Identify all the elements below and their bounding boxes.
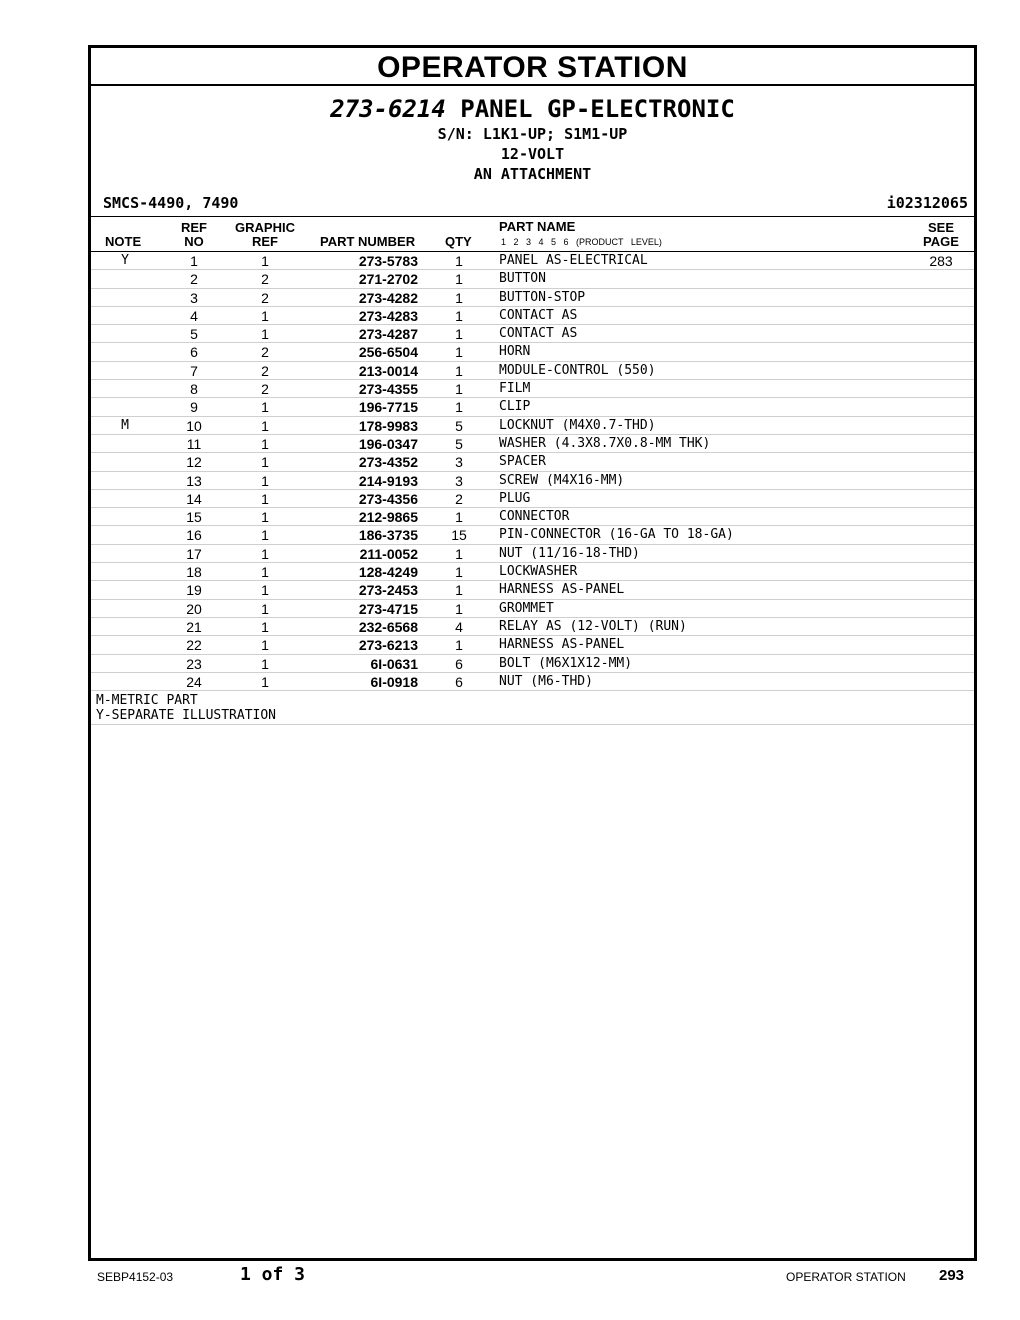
ref-number-cell: 13 xyxy=(186,472,202,489)
quantity-cell: 1 xyxy=(455,564,463,581)
page-footer xyxy=(0,1262,1020,1292)
ref-number-cell: 8 xyxy=(190,381,198,398)
col-part-number: PART NUMBER xyxy=(320,234,416,249)
part-name-cell: NUT (M6-THD) xyxy=(499,673,593,689)
part-number-cell: 196-0347 xyxy=(358,435,418,452)
quantity-cell: 3 xyxy=(455,472,463,489)
page-of: 1 of 3 xyxy=(240,1264,306,1285)
part-number-cell: 211-0052 xyxy=(359,545,418,562)
table-row xyxy=(91,545,974,563)
table-row xyxy=(91,581,974,599)
ref-number-cell: 22 xyxy=(186,637,202,654)
part-name-cell: BUTTON-STOP xyxy=(499,289,586,305)
see-page-cell: 283 xyxy=(929,253,953,269)
note-cell: M xyxy=(121,417,129,433)
section-name: OPERATOR STATION xyxy=(786,1270,906,1284)
part-number-cell: 273-6213 xyxy=(358,637,418,654)
quantity-cell: 1 xyxy=(455,399,463,416)
part-number-cell: 273-2453 xyxy=(358,582,418,599)
graphic-ref-cell: 1 xyxy=(261,637,269,654)
graphic-ref-cell: 2 xyxy=(261,271,269,288)
part-name-cell: PLUG xyxy=(499,490,531,506)
col-see-top: SEE xyxy=(927,220,954,235)
assembly-title xyxy=(91,94,974,124)
quantity-cell: 1 xyxy=(455,362,463,379)
smcs-code: SMCS-4490, 7490 xyxy=(103,194,239,212)
table-row xyxy=(91,325,974,343)
assembly-name: PANEL GP-ELECTRONIC xyxy=(460,95,735,123)
ref-number-cell: 20 xyxy=(186,600,202,617)
part-name-cell: SPACER xyxy=(499,454,546,470)
ref-number-cell: 21 xyxy=(186,618,202,635)
table-row xyxy=(91,673,974,691)
quantity-cell: 1 xyxy=(455,326,463,343)
assembly-part-number: 273-6214 xyxy=(330,95,446,123)
graphic-ref-cell: 1 xyxy=(261,618,269,635)
quantity-cell: 4 xyxy=(455,618,463,635)
ref-number-cell: 7 xyxy=(190,362,198,379)
ref-number-cell: 2 xyxy=(190,271,198,288)
parts-list-frame xyxy=(88,45,977,1261)
part-number-cell: 271-2702 xyxy=(358,271,418,288)
part-name-cell: GROMMET xyxy=(499,600,554,616)
table-row xyxy=(91,270,974,288)
serial-numbers: S/N: L1K1-UP; S1M1-UP xyxy=(437,125,628,143)
graphic-ref-cell: 1 xyxy=(261,326,269,343)
parts-table xyxy=(91,252,974,691)
col-part-name: PART NAME xyxy=(499,219,576,234)
col-product-levels: 1 2 3 4 5 6 (PRODUCT LEVEL) xyxy=(501,237,662,247)
graphic-ref-cell: 1 xyxy=(261,527,269,544)
ref-number-cell: 6 xyxy=(190,344,198,361)
part-name-cell: FILM xyxy=(499,381,531,397)
col-ref-top: REF xyxy=(181,220,207,235)
quantity-cell: 15 xyxy=(451,527,467,544)
part-number-cell: 273-4356 xyxy=(358,490,418,507)
ref-number-cell: 23 xyxy=(186,655,202,672)
col-see-bottom: PAGE xyxy=(923,234,959,249)
ref-number-cell: 15 xyxy=(186,509,202,526)
table-row xyxy=(91,600,974,618)
graphic-ref-cell: 1 xyxy=(261,253,269,269)
part-name-cell: CONTACT AS xyxy=(499,326,578,342)
graphic-ref-cell: 1 xyxy=(261,417,269,434)
graphic-ref-cell: 2 xyxy=(261,289,269,306)
part-name-cell: PANEL AS-ELECTRICAL xyxy=(499,253,648,268)
ref-number-cell: 12 xyxy=(186,454,202,471)
col-graphic-bottom: REF xyxy=(252,234,278,249)
part-number-cell: 273-4282 xyxy=(358,289,418,306)
ref-number-cell: 14 xyxy=(186,490,202,507)
table-row xyxy=(91,380,974,398)
part-name-cell: LOCKWASHER xyxy=(499,564,578,580)
part-number-cell: 273-4355 xyxy=(358,381,418,398)
table-row xyxy=(91,435,974,453)
table-row xyxy=(91,417,974,435)
assembly-type: AN ATTACHMENT xyxy=(473,165,592,183)
page-number: 293 xyxy=(939,1267,965,1284)
part-number-cell: 273-5783 xyxy=(358,253,418,269)
illustration-id: i02312065 xyxy=(886,194,968,212)
quantity-cell: 6 xyxy=(455,673,463,690)
graphic-ref-cell: 1 xyxy=(261,600,269,617)
graphic-ref-cell: 1 xyxy=(261,673,269,690)
part-name-cell: MODULE-CONTROL (550) xyxy=(499,362,656,378)
graphic-ref-cell: 1 xyxy=(261,564,269,581)
quantity-cell: 1 xyxy=(455,600,463,617)
ref-number-cell: 17 xyxy=(186,545,202,562)
part-name-cell: BOLT (M6X1X12-MM) xyxy=(499,655,633,671)
page-title: OPERATOR STATION xyxy=(91,48,974,86)
table-row xyxy=(91,289,974,307)
quantity-cell: 1 xyxy=(455,344,463,361)
part-name-cell: CLIP xyxy=(499,399,531,415)
quantity-cell: 1 xyxy=(455,582,463,599)
ref-number-cell: 19 xyxy=(186,582,202,599)
part-number-cell: 232-6568 xyxy=(358,618,418,635)
quantity-cell: 2 xyxy=(455,490,463,507)
voltage: 12-VOLT xyxy=(500,145,565,163)
part-name-cell: NUT (11/16-18-THD) xyxy=(499,545,640,561)
document-number: SEBP4152-03 xyxy=(97,1270,174,1284)
table-row xyxy=(91,655,974,673)
quantity-cell: 1 xyxy=(455,253,463,269)
part-number-cell: 273-4283 xyxy=(358,307,418,324)
col-ref-bottom: NO xyxy=(184,234,204,249)
quantity-cell: 6 xyxy=(455,655,463,672)
ref-number-cell: 3 xyxy=(190,289,198,306)
graphic-ref-cell: 1 xyxy=(261,399,269,416)
part-number-cell: 178-9983 xyxy=(358,417,418,434)
table-row xyxy=(91,618,974,636)
part-name-cell: HARNESS AS-PANEL xyxy=(499,582,625,598)
ref-number-cell: 5 xyxy=(190,326,198,343)
part-name-cell: RELAY AS (12-VOLT) (RUN) xyxy=(499,618,687,634)
col-note: NOTE xyxy=(105,234,142,249)
note-separate-illustration: Y-SEPARATE ILLUSTRATION xyxy=(96,708,277,724)
graphic-ref-cell: 1 xyxy=(261,509,269,526)
part-number-cell: 196-7715 xyxy=(358,399,418,416)
graphic-ref-cell: 1 xyxy=(261,454,269,471)
graphic-ref-cell: 1 xyxy=(261,545,269,562)
part-number-cell: 6I-0918 xyxy=(370,673,418,690)
quantity-cell: 1 xyxy=(455,545,463,562)
quantity-cell: 1 xyxy=(455,289,463,306)
graphic-ref-cell: 2 xyxy=(261,344,269,361)
table-row xyxy=(91,563,974,581)
ref-number-cell: 4 xyxy=(190,307,198,324)
part-name-cell: BUTTON xyxy=(499,271,546,287)
part-number-cell: 273-4715 xyxy=(358,600,418,617)
graphic-ref-cell: 2 xyxy=(261,381,269,398)
table-row xyxy=(91,472,974,490)
part-number-cell: 256-6504 xyxy=(358,344,418,361)
graphic-ref-cell: 1 xyxy=(261,435,269,452)
table-row xyxy=(91,343,974,361)
table-row xyxy=(91,453,974,471)
table-row xyxy=(91,636,974,654)
quantity-cell: 1 xyxy=(455,307,463,324)
ref-number-cell: 10 xyxy=(186,417,202,434)
ref-number-cell: 16 xyxy=(186,527,202,544)
assembly-header xyxy=(91,94,974,184)
graphic-ref-cell: 2 xyxy=(261,362,269,379)
ref-number-cell: 1 xyxy=(190,253,198,269)
part-name-cell: HORN xyxy=(499,344,531,360)
ref-number-cell: 24 xyxy=(186,673,202,690)
graphic-ref-cell: 1 xyxy=(261,582,269,599)
column-headers xyxy=(91,217,974,252)
part-name-cell: LOCKNUT (M4X0.7-THD) xyxy=(499,417,656,433)
graphic-ref-cell: 1 xyxy=(261,655,269,672)
table-row xyxy=(91,490,974,508)
part-number-cell: 213-0014 xyxy=(358,362,418,379)
quantity-cell: 3 xyxy=(455,454,463,471)
ref-number-cell: 11 xyxy=(186,435,202,452)
note-metric: M-METRIC PART xyxy=(96,693,198,709)
part-name-cell: PIN-CONNECTOR (16-GA TO 18-GA) xyxy=(499,527,734,543)
ref-number-cell: 9 xyxy=(190,399,198,416)
part-name-cell: WASHER (4.3X8.7X0.8-MM THK) xyxy=(499,435,711,451)
part-name-cell: SCREW (M4X16-MM) xyxy=(499,472,625,488)
col-qty: QTY xyxy=(445,234,472,249)
table-row xyxy=(91,526,974,544)
reference-line xyxy=(91,192,974,217)
part-name-cell: HARNESS AS-PANEL xyxy=(499,637,625,653)
note-cell: Y xyxy=(121,253,129,268)
part-number-cell: 273-4352 xyxy=(358,454,418,471)
table-row xyxy=(91,362,974,380)
part-number-cell: 186-3735 xyxy=(358,527,418,544)
quantity-cell: 1 xyxy=(455,637,463,654)
table-row xyxy=(91,252,974,270)
graphic-ref-cell: 1 xyxy=(261,490,269,507)
notes-legend xyxy=(91,691,974,725)
quantity-cell: 1 xyxy=(455,381,463,398)
quantity-cell: 1 xyxy=(455,509,463,526)
quantity-cell: 5 xyxy=(455,435,463,452)
part-number-cell: 214-9193 xyxy=(358,472,418,489)
part-number-cell: 212-9865 xyxy=(358,509,418,526)
ref-number-cell: 18 xyxy=(186,564,202,581)
part-number-cell: 128-4249 xyxy=(358,564,418,581)
graphic-ref-cell: 1 xyxy=(261,307,269,324)
table-row xyxy=(91,398,974,416)
graphic-ref-cell: 1 xyxy=(261,472,269,489)
table-row xyxy=(91,307,974,325)
part-name-cell: CONNECTOR xyxy=(499,509,570,525)
part-name-cell: CONTACT AS xyxy=(499,307,578,323)
part-number-cell: 273-4287 xyxy=(358,326,418,343)
table-row xyxy=(91,508,974,526)
part-number-cell: 6I-0631 xyxy=(370,655,418,672)
quantity-cell: 5 xyxy=(455,417,463,434)
col-graphic-top: GRAPHIC xyxy=(235,220,295,235)
quantity-cell: 1 xyxy=(455,271,463,288)
